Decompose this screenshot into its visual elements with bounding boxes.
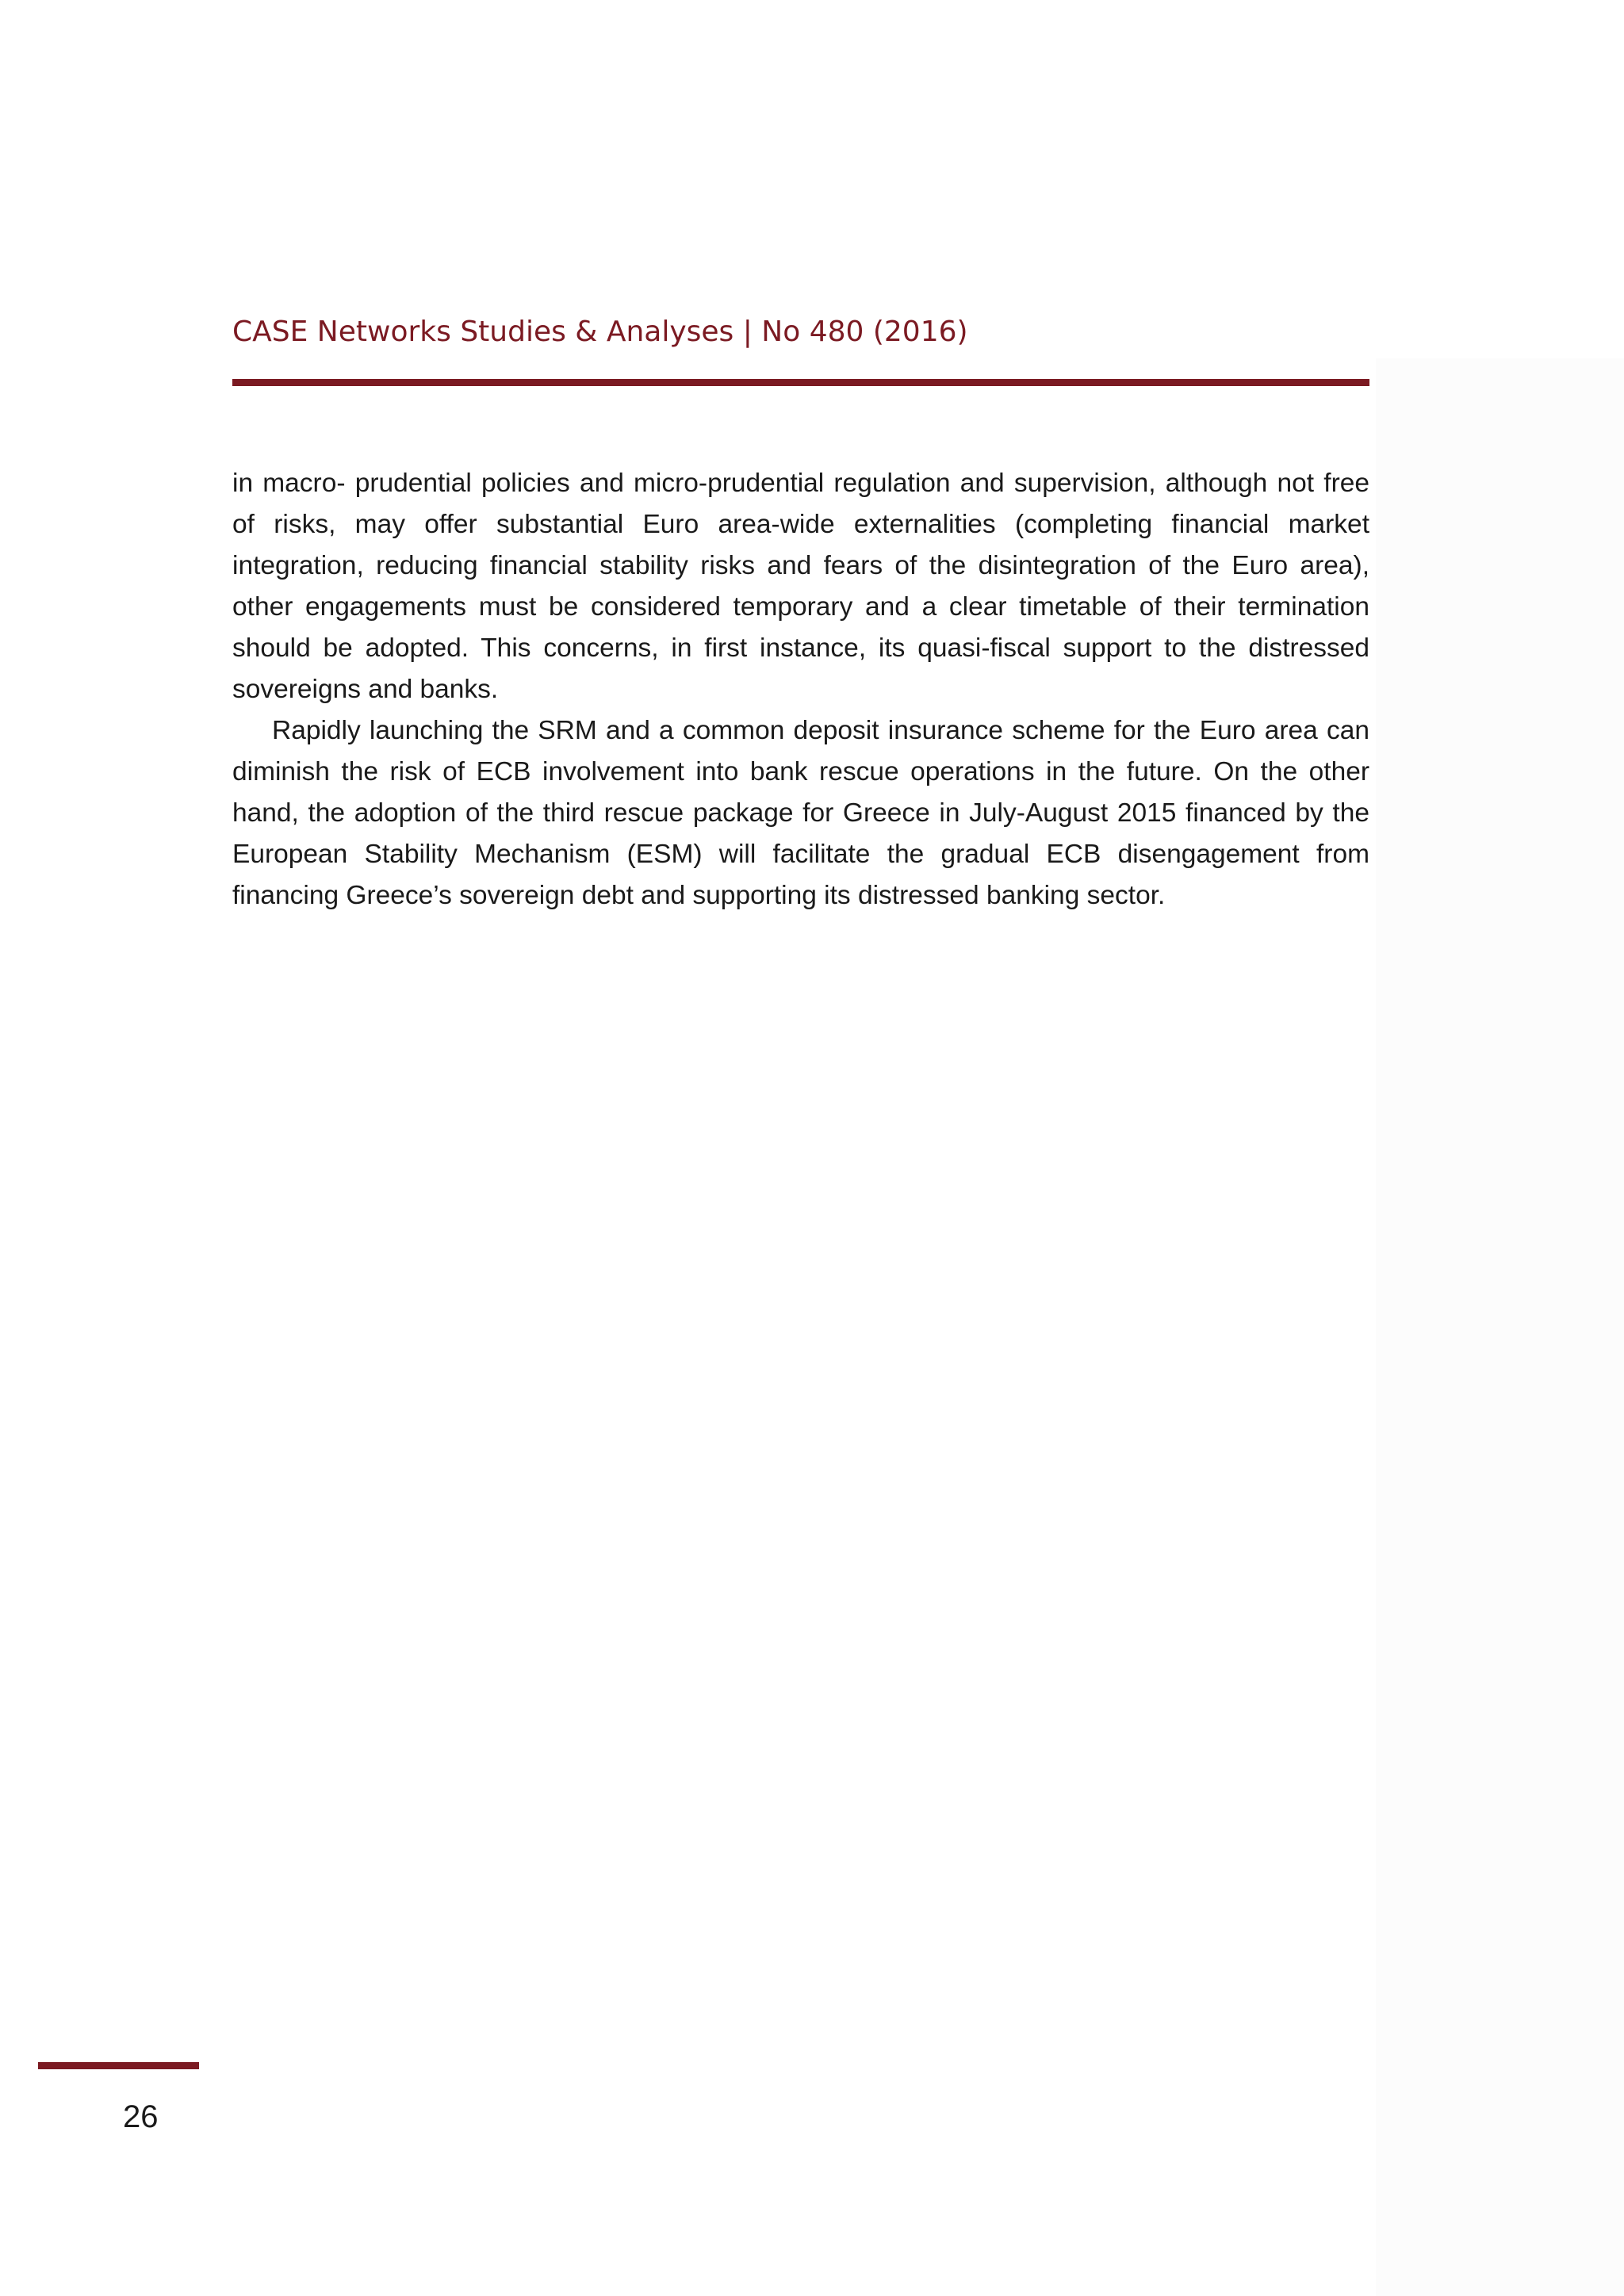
running-header-title: CASE Networks Studies & Analyses | No 480 (2016) xyxy=(232,316,968,348)
paragraph-continuation: in macro- prudential policies and micro-prudential regulation and supervision, although not free of risks, may offer substantial Euro area-wide externalities (completing financial market integration, reducing financial stability risks and fears of the disintegration of the Euro area), other engagements must be considered temporary and a clear timetable of their termination should be adopted. This concerns, in first instance, its quasi-fiscal support to the distressed sovereigns and banks. xyxy=(232,469,1369,704)
page-edge-shade xyxy=(1376,358,1624,2296)
paragraph-srm-ecb: Rapidly launching the SRM and a common deposit insurance scheme for the Euro area can diminish the risk of ECB involvement into bank rescue operations in the future. On the other hand, the adoption of the third rescue package for Greece in July-August 2015 financed by the European Stability Mechanism (ESM) will facilitate the gradual ECB disengagement from financing Greece’s sovereign debt and supporting its distressed banking sector. xyxy=(232,716,1369,910)
body-text xyxy=(232,463,1369,916)
page-number: 26 xyxy=(123,2099,159,2134)
footer-rule xyxy=(38,2062,199,2069)
header-rule xyxy=(232,379,1369,386)
